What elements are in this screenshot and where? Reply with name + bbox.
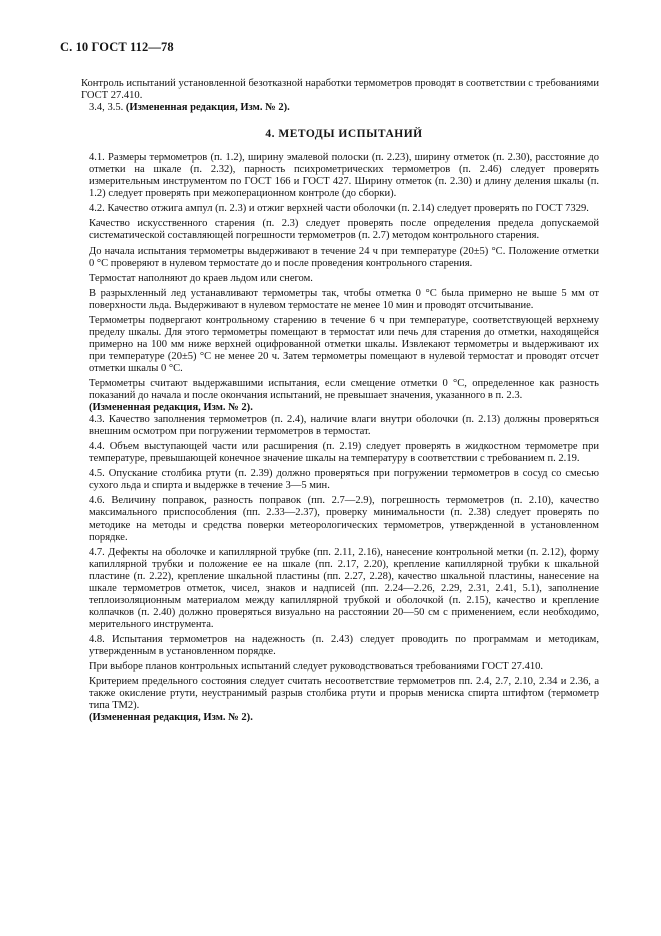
paragraph-thermostat: Термостат наполняют до краев льдом или снегом. xyxy=(89,272,313,284)
paragraph-edition-3-4: 3.4, 3.5. (Измененная редакция, Изм. № 2). xyxy=(89,102,290,114)
paragraph-aging-control: Термометры подвергают контрольному старению в течение 6 ч при температуре, соответствующей верхнему пределу шкалы. Для этого термометры помещают в термостат или печь для старения до отметки, находящейся примерно на 100 мм ниже верхней оцифрованной отметки шкалы. Извлекают термометры и выдерживают их при температуре (20±5) °С не менее 20 ч. Затем термометры помещают в нулевой термостат и проводят отсчет отметки шкалы 0 °С. xyxy=(89,314,599,374)
paragraph-before-test: До начала испытания термометры выдерживают в течение 24 ч при температуре (20±5) °С. Положение отметки 0 °С проверяют в нулевом термостате до и после проведения контрольного старения. xyxy=(89,245,599,269)
paragraph-criterion: Критерием предельного состояния следует считать несоответствие термометров пп. 2.4, 2.7, 2.10, 2.34 и 2.36, а также окисление ртути, неустранимый разрыв столбика ртути и прорыв мениска спирта штифтом (термометр типа ТМ2). xyxy=(89,676,599,712)
page-header: С. 10 ГОСТ 112—78 xyxy=(60,40,174,54)
paragraph-plans: При выборе планов контрольных испытаний следует руководствоваться требованиями ГОСТ 27.410. xyxy=(89,661,544,673)
paragraph-4-2: 4.2. Качество отжига ампул (п. 2.3) и отжиг верхней части оболочки (п. 2.14) следует проверять по ГОСТ 7329. xyxy=(89,203,589,215)
paragraph-4-8: 4.8. Испытания термометров на надежность (п. 2.43) следует проводить по программам и методикам, утвержденным в установленном порядке. xyxy=(89,633,599,657)
paragraph-4-6: 4.6. Величину поправок, разность поправок (пп. 2.7—2.9), погрешность термометров (п. 2.10), качество максимального приспособления (пп. 2.33—2.37), проверку минимальности (п. 2.38) следует проверять по методике на методы и средства поверки метеорологических термометров, утвержденной в установленном порядке. xyxy=(89,495,599,543)
paragraph-4-4: 4.4. Объем выступающей части или расширения (п. 2.19) следует проверять в жидкостном термометре при температуре, превышающей конечное значение шкалы на температуру в соответствии с требованием п. 2.19. xyxy=(89,441,599,465)
paragraph-aging-quality: Качество искусственного старения (п. 2.3) следует проверять после определения предела допускаемой систематической составляющей погрешности термометров (п. 2.7) методом контрольного старения. xyxy=(89,218,599,242)
paragraph-passed: Термометры считают выдержавшими испытания, если смещение отметки 0 °С, определенное как разность показаний до начала и после окончания испытаний, не превышает значения, указанного в п. 2.3. xyxy=(89,377,599,402)
paragraph-ice: В разрыхленный лед устанавливают термометры так, чтобы отметка 0 °С была примерно не выше 5 мм от поверхности льда. Выдерживают в нулевом термостате не менее 10 мин и проводят отсчитывание. xyxy=(89,287,599,311)
paragraph-4-1: 4.1. Размеры термометров (п. 1.2), ширину эмалевой полоски (п. 2.23), ширину отметок (п. 2.30), расстояние до отметки на шкале (п. 2.32), парность психрометрических термометров (п. 2.46) следует проверять измерительным инструментом по ГОСТ 166 и ГОСТ 427. Ширину отметок (п. 2.30) и длину деления шкалы (п. 1.2) следует проверять при межоперационном контроле (до сборки). xyxy=(89,152,599,200)
paragraph-4-7: 4.7. Дефекты на оболочке и капиллярной трубке (пп. 2.11, 2.16), нанесение контрольной метки (п. 2.12), форму капиллярной трубки и положение ее на шкале (пп. 2.17, 2.20), крепление капиллярной трубки к шкальной пластине (п. 2.22), крепление шкальной пластины (пп. 2.27, 2.28), качество шкальной пластины, нанесение на шкале термометров отметок, чисел, знаков и надписей (пп. 2.24—2.26, 2.29, 2.31, 2.41, 5.1), заполнение теплоизоляционным материалом между капиллярной трубкой и оболочкой (п. 2.15), качество и крепление колпачков (п. 2.40) должно проверяться визуально на расстоянии 20—50 см с применением, если необходимо, мерительного инструмента. xyxy=(89,546,599,630)
section-title: 4. МЕТОДЫ ИСПЫТАНИЙ xyxy=(265,128,423,141)
paragraph-4-5: 4.5. Опускание столбика ртути (п. 2.39) должно проверяться при погружении термометров в сосуд со смесью сухого льда и спирта и выдержке в течение 3—5 мин. xyxy=(89,468,599,492)
paragraph-gost-control: Контроль испытаний установленной безотказной наработки термометров проводят в соответствии с требованиями ГОСТ 27.410. xyxy=(81,78,599,102)
document-body xyxy=(81,78,599,724)
paragraph-edition-4-2: (Измененная редакция, Изм. № 2). xyxy=(89,402,253,414)
paragraph-edition-4-8: (Измененная редакция, Изм. № 2). xyxy=(89,712,253,724)
paragraph-4-3: 4.3. Качество заполнения термометров (п. 2.4), наличие влаги внутри оболочки (п. 2.13) должны проверяться внешним осмотром при погружении термометров в термостат. xyxy=(89,414,599,438)
